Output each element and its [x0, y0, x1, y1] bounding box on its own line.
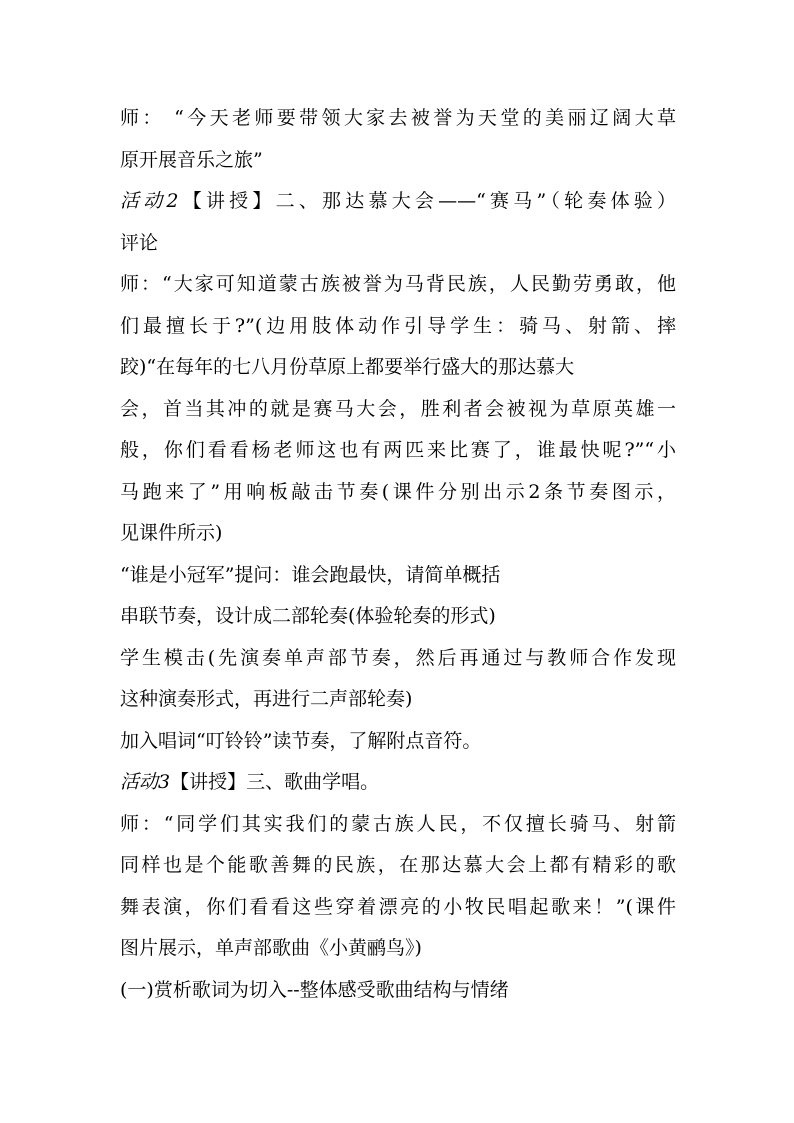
text-line-7: 跤)“在每年的七八月份草原上都要举行盛大的那达慕大	[120, 356, 575, 378]
text-line-8: 会，首当其冲的就是赛马大会，胜利者会被视为草原英雄一	[120, 397, 676, 420]
text-line-11: 见课件所示)	[120, 522, 223, 544]
text-line-18: 师：“同学们其实我们的蒙古族人民，不仅擅长骑马、射箭	[120, 812, 676, 835]
activity-title: 【讲授】三、歌曲学唱。	[170, 771, 380, 793]
activity-title: 【讲授】二、那达慕大会——“赛马”（轮奏体验）	[178, 190, 676, 212]
text-line-15: 这种演奏形式，再进行二声部轮奏)	[120, 688, 413, 710]
activity-label: 活动3	[120, 771, 171, 793]
activity-label: 活动2	[120, 190, 179, 212]
text-line-4: 评论	[120, 231, 159, 254]
text-line-13: 串联节奏，设计成二部轮奏(体验轮奏的形式)	[120, 605, 496, 627]
text-line-6: 们最擅长于?”(边用肢体动作引导学生：骑马、射箭、摔	[120, 314, 676, 337]
text-line-20: 舞表演，你们看看这些穿着漂亮的小牧民唱起歌来！”(课件	[120, 895, 676, 918]
text-line-10: 马跑来了”用响板敲击节奏(课件分别出示2条节奏图示，	[120, 480, 676, 503]
text-line-12: “谁是小冠军”提问：谁会跑最快，请简单概括	[120, 563, 501, 586]
text-line-3-activity-2	[120, 181, 676, 223]
text-line-17-activity-3	[120, 762, 676, 804]
text-line-1: 师： “今天老师要带领大家去被誉为天堂的美丽辽阔大草	[120, 107, 676, 129]
text-line-14: 学生模击(先演奏单声部节奏，然后再通过与教师合作发现	[120, 646, 676, 669]
text-line-2: 原开展音乐之旅”	[120, 148, 263, 171]
text-line-22: (一)赏析歌词为切入--整体感受歌曲结构与情绪	[120, 978, 509, 1001]
text-line-9: 般，你们看看杨老师这也有两匹来比赛了，谁最快呢?”“小	[120, 439, 676, 461]
text-line-21: 图片展示，单声部歌曲《小黄鹂鸟》)	[120, 937, 422, 959]
document-body	[120, 98, 676, 1011]
text-line-5: 师：“大家可知道蒙古族被誉为马背民族，人民勤劳勇敢，他	[120, 273, 676, 295]
text-line-19: 同样也是个能歌善舞的民族，在那达慕大会上都有精彩的歌	[120, 854, 676, 876]
text-line-16: 加入唱词“叮铃铃”读节奏，了解附点音符。	[120, 729, 482, 752]
